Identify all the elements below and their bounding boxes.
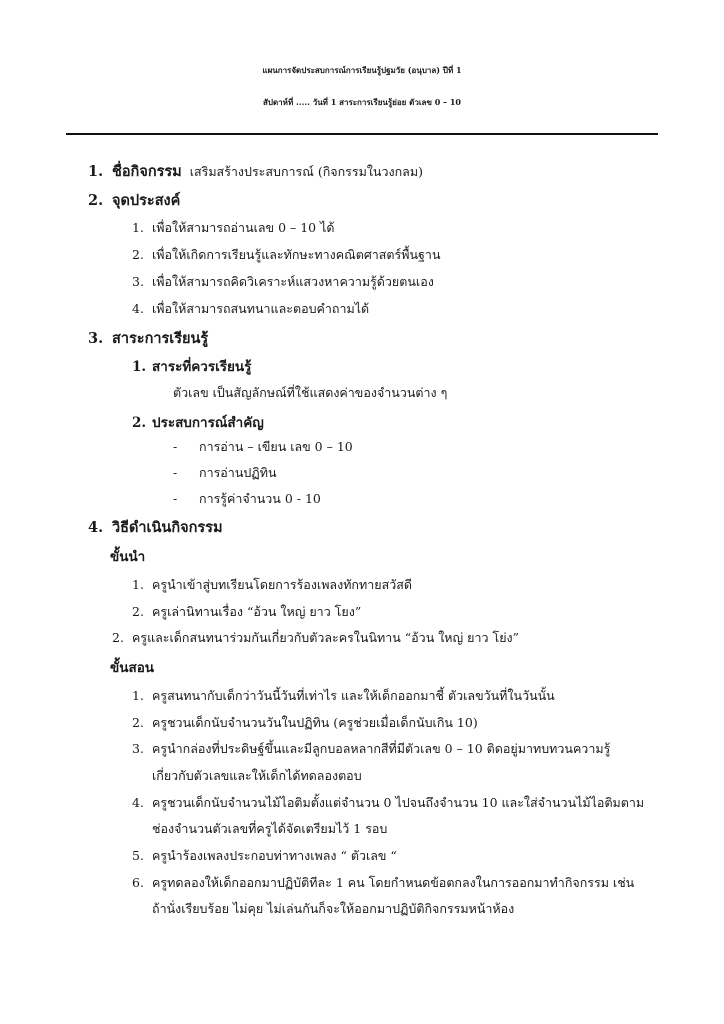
- list-item: [132, 602, 361, 622]
- bullet-item: [173, 489, 321, 509]
- bullet-text: การอ่านปฏิทิน: [199, 465, 277, 480]
- activity-name-value: เสริมสร้างประสบการณ์ (กิจกรรมในวงกลม): [189, 164, 423, 179]
- item-text: ครูและเด็กสนทนาร่วมกันเกี่ยวกับตัวละครในนิทาน “อ้วน ใหญ่ ยาว โย่ง”: [132, 630, 520, 645]
- item-number: 6.: [132, 875, 144, 890]
- item-number: 2.: [132, 247, 144, 262]
- bullet-text: การอ่าน – เขียน เลข 0 – 10: [199, 439, 353, 454]
- item-text: ครูนำเข้าสู่บทเรียนโดยการร้องเพลงทักทายสวัสดี: [152, 577, 412, 592]
- item-text: ครูชวนเด็กนับจำนวนไม้ไอติมตั้งแต่จำนวน 0 ไปจนถึงจำนวน 10 และใส่จำนวนไม้ไอติมตาม: [152, 795, 645, 810]
- item-number: 2.: [132, 715, 144, 730]
- header-divider: [66, 133, 658, 135]
- item-text: ครูชวนเด็กนับจำนวนวันในปฏิทิน (ครูช่วยเมื่อเด็กนับเกิน 10): [152, 715, 478, 730]
- list-item: [132, 739, 610, 759]
- section-content-heading: [88, 327, 208, 350]
- section-number: 3.: [88, 330, 104, 347]
- section-procedure-heading: [88, 516, 223, 539]
- section-heading: จุดประสงค์: [112, 192, 181, 209]
- list-item: [132, 299, 369, 319]
- list-item-continuation: เกี่ยวกับตัวเลขและให้เด็กได้ทดลองตอบ: [152, 768, 362, 783]
- item-text: ครูสนทนากับเด็กว่าวันนี้วันที่เท่าไร และให้เด็กออกมาชี้ ตัวเลขวันที่ในวันนั้น: [152, 688, 555, 703]
- section-activity-name: [88, 160, 423, 183]
- plan-subtitle: สัปดาห์ที่ ..... วันที่ 1 สาระการเรียนรู้ย่อย ตัวเลข 0 – 10: [263, 97, 461, 107]
- subsection-heading: [132, 355, 251, 377]
- list-item: [132, 575, 412, 595]
- list-item: [132, 713, 478, 733]
- item-text: เพื่อให้เกิดการเรียนรู้และทักษะทางคณิตศาสตร์พื้นฐาน: [152, 247, 441, 262]
- item-number: 2.: [132, 604, 144, 619]
- plan-title: แผนการจัดประสบการณ์การเรียนรู้ปฐมวัย (อนุบาล) ปีที่ 1: [262, 65, 462, 75]
- item-number: 1.: [132, 220, 144, 235]
- list-item: [132, 873, 634, 893]
- stage-teaching-heading: ขั้นสอน: [110, 660, 155, 676]
- section-number: 2.: [88, 192, 104, 209]
- item-text: ครูเล่านิทานเรื่อง “อ้วน ใหญ่ ยาว โยง”: [152, 604, 362, 619]
- subsection-title: สาระที่ควรเรียนรู้: [152, 359, 252, 375]
- section-number: 1.: [88, 163, 104, 180]
- section-heading: สาระการเรียนรู้: [112, 330, 209, 347]
- item-text: ครูทดลองให้เด็กออกมาปฏิบัติทีละ 1 คน โดยกำหนดข้อตกลงในการออกมาทำกิจกรรม เช่น: [152, 875, 635, 890]
- item-number: 2.: [112, 630, 124, 645]
- subsection-title: ประสบการณ์สำคัญ: [152, 415, 264, 431]
- bullet-dash: -: [173, 491, 178, 506]
- item-number: 1.: [132, 359, 147, 375]
- stage-intro-heading: ขั้นนำ: [110, 549, 146, 565]
- item-text: เพื่อให้สามารถสนทนาและตอบคำถามได้: [152, 301, 370, 316]
- item-number: 3.: [132, 274, 144, 289]
- list-item: [132, 218, 335, 238]
- section-objectives-heading: [88, 189, 180, 212]
- bullet-item: [173, 437, 353, 457]
- item-number: 3.: [132, 741, 144, 756]
- list-item: [112, 628, 519, 648]
- bullet-text: การรู้ค่าจำนวน 0 - 10: [199, 491, 321, 506]
- list-item: [132, 245, 440, 265]
- item-number: 1.: [132, 688, 144, 703]
- bullet-dash: -: [173, 439, 178, 454]
- list-item: [132, 793, 644, 813]
- item-text: ครูนำกล่องที่ประดิษฐ์ขึ้นและมีลูกบอลหลากสีที่มีตัวเลข 0 – 10 ติดอยู่มาทบทวนความรู้: [152, 741, 611, 756]
- content-description: ตัวเลข เป็นสัญลักษณ์ที่ใช้แสดงค่าของจำนวนต่าง ๆ: [173, 385, 448, 400]
- list-item: [132, 272, 434, 292]
- bullet-dash: -: [173, 465, 178, 480]
- section-number: 4.: [88, 519, 104, 536]
- item-number: 5.: [132, 848, 144, 863]
- subsection-heading: [132, 411, 264, 433]
- item-number: 4.: [132, 301, 144, 316]
- item-number: 2.: [132, 415, 147, 431]
- list-item-continuation: ช่องจำนวนตัวเลขที่ครูได้จัดเตรียมไว้ 1 รอบ: [152, 821, 388, 836]
- item-text: ครูนำร้องเพลงประกอบท่าทางเพลง “ ตัวเลข “: [152, 848, 397, 863]
- list-item-continuation: ถ้านั่งเรียบร้อย ไม่คุย ไม่เล่นกันก็จะให้ออกมาปฏิบัติกิจกรรมหน้าห้อง: [152, 901, 515, 916]
- list-item: [132, 686, 555, 706]
- section-heading: วิธีดำเนินกิจกรรม: [112, 519, 223, 536]
- item-text: เพื่อให้สามารถอ่านเลข 0 – 10 ได้: [152, 220, 335, 235]
- section-label: ชื่อกิจกรรม: [112, 163, 182, 180]
- item-number: 1.: [132, 577, 144, 592]
- item-number: 4.: [132, 795, 144, 810]
- bullet-item: [173, 463, 276, 483]
- item-text: เพื่อให้สามารถคิดวิเคราะห์แสวงหาความรู้ด้วยตนเอง: [152, 274, 434, 289]
- list-item: [132, 846, 397, 866]
